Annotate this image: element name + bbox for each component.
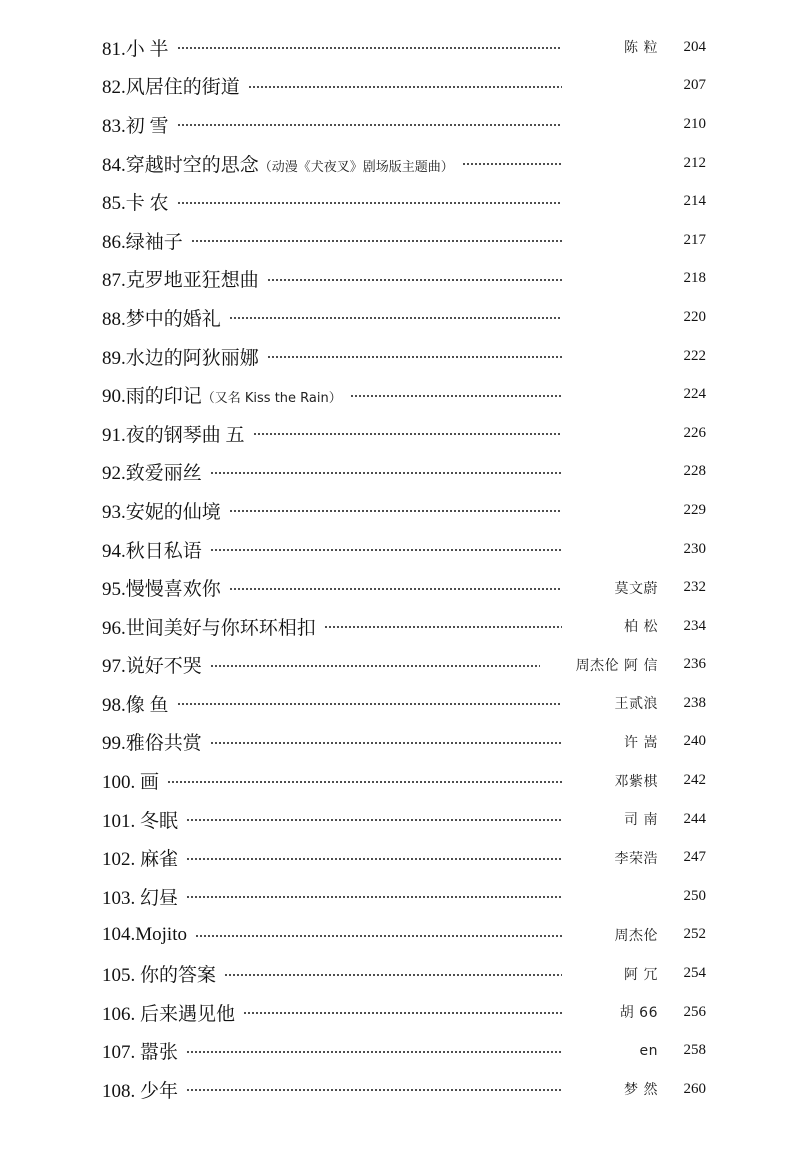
dot-leader <box>186 1051 562 1053</box>
toc-entry-page-number: 214 <box>683 193 706 210</box>
dot-leader <box>210 742 562 744</box>
toc-entry[interactable] <box>102 453 706 492</box>
toc-entry-title-text: 99.雅俗共赏 <box>102 733 202 755</box>
toc-entry-title <box>102 381 350 408</box>
toc-entry-author: 许 嵩 <box>624 734 658 751</box>
toc-entry[interactable] <box>102 877 706 916</box>
dot-leader <box>248 86 562 88</box>
toc-entry[interactable] <box>102 954 706 993</box>
toc-entry[interactable] <box>102 260 706 299</box>
toc-entry-title-text: 87.克罗地亚狂想曲 <box>102 270 259 292</box>
dot-leader <box>167 781 562 783</box>
toc-entry-page-number: 234 <box>683 617 706 634</box>
toc-entry-note: （又名 Kiss the Rain） <box>201 391 342 407</box>
toc-entry[interactable] <box>102 646 706 685</box>
toc-entry-author: en <box>639 1042 658 1059</box>
toc-entry[interactable] <box>102 993 706 1032</box>
dot-leader <box>210 472 562 474</box>
toc-entry-title-text: 84.穿越时空的思念 <box>102 154 259 176</box>
toc-entry-title-text: 85.卡 农 <box>102 193 169 215</box>
dot-leader <box>177 124 562 126</box>
toc-entry[interactable] <box>102 414 706 453</box>
toc-entry-title-text: 91.夜的钢琴曲 五 <box>102 424 245 446</box>
toc-entry-title <box>102 728 210 755</box>
toc-entry-title-text: 105. 你的答案 <box>102 965 217 987</box>
toc-entry[interactable] <box>102 684 706 723</box>
toc-entry[interactable] <box>102 337 706 376</box>
toc-entry-title <box>102 613 324 640</box>
toc-entry-page-number: 212 <box>683 154 706 171</box>
toc-entry-page-number: 236 <box>683 656 706 673</box>
toc-entry-page-number: 244 <box>683 810 706 827</box>
toc-entry-title <box>102 72 248 99</box>
toc-entry-title-text: 94.秋日私语 <box>102 540 202 562</box>
toc-entry-note: （动漫《犬夜叉》剧场版主题曲） <box>258 159 454 175</box>
dot-leader <box>210 549 562 551</box>
toc-entry-page-number: 250 <box>683 887 706 904</box>
toc-entry-author: 陈 粒 <box>624 40 658 57</box>
toc-entry-title <box>102 227 191 254</box>
toc-entry-title <box>102 883 186 910</box>
toc-entry-title-text: 89.水边的阿狄丽娜 <box>102 347 259 369</box>
dot-leader <box>177 202 562 204</box>
toc-entry-title <box>102 844 186 871</box>
toc-entry-title-text: 83.初 雪 <box>102 115 169 137</box>
dot-leader <box>324 626 562 628</box>
dot-leader <box>210 665 540 667</box>
toc-entry-page-number: 204 <box>683 38 706 55</box>
toc-entry-title <box>102 111 177 138</box>
toc-entry-author: 邓紫棋 <box>614 773 658 790</box>
dot-leader <box>224 974 562 976</box>
toc-entry-author: 莫文蔚 <box>614 580 658 597</box>
toc-entry[interactable] <box>102 1031 706 1070</box>
toc-entry-title <box>102 767 167 794</box>
toc-entry-author: 司 南 <box>624 812 658 829</box>
toc-entry-title-text: 96.世间美好与你环环相扣 <box>102 617 316 639</box>
toc-entry-page-number: 240 <box>683 733 706 750</box>
toc-entry[interactable] <box>102 182 706 221</box>
toc-entry[interactable] <box>102 28 706 67</box>
dot-leader <box>229 588 562 590</box>
toc-entry-title-text: 82.风居住的街道 <box>102 77 240 99</box>
dot-leader <box>267 279 562 281</box>
dot-leader <box>186 819 562 821</box>
toc-entry-page-number: 217 <box>683 231 706 248</box>
toc-entry-title <box>102 34 177 61</box>
toc-entry[interactable] <box>102 105 706 144</box>
toc-entry-author: 柏 松 <box>624 619 658 636</box>
toc-entry-page-number: 226 <box>683 424 706 441</box>
toc-entry-title-text: 93.安妮的仙境 <box>102 501 221 523</box>
toc-entry[interactable] <box>102 221 706 260</box>
toc-entry-page-number: 220 <box>683 308 706 325</box>
toc-entry-title-text: 90.雨的印记 <box>102 386 202 408</box>
toc-entry-page-number: 260 <box>683 1080 706 1097</box>
toc-entry-page-number: 254 <box>683 965 706 982</box>
toc-entry-author: 李荣浩 <box>614 850 658 867</box>
toc-entry[interactable] <box>102 568 706 607</box>
table-of-contents <box>102 28 706 1109</box>
dot-leader <box>195 935 562 937</box>
toc-entry-page-number: 258 <box>683 1042 706 1059</box>
toc-entry-page-number: 229 <box>683 501 706 518</box>
toc-entry-title <box>102 304 229 331</box>
toc-entry-title-text: 103. 幻昼 <box>102 887 179 909</box>
toc-entry-title-text: 95.慢慢喜欢你 <box>102 579 221 601</box>
dot-leader <box>186 858 562 860</box>
toc-entry[interactable] <box>102 800 706 839</box>
toc-entry-title-text: 100. 画 <box>102 772 160 794</box>
toc-entry-author: 阿 冗 <box>624 966 658 983</box>
toc-entry-page-number: 242 <box>683 772 706 789</box>
toc-entry[interactable] <box>102 298 706 337</box>
toc-entry-title <box>102 536 210 563</box>
toc-entry-title-text: 108. 少年 <box>102 1080 179 1102</box>
toc-entry-title <box>102 458 210 485</box>
toc-entry-title <box>102 1037 186 1064</box>
toc-entry[interactable] <box>102 67 706 106</box>
dot-leader <box>186 1089 562 1091</box>
toc-entry-title-text: 104.Mojito <box>102 923 187 945</box>
toc-entry-title <box>102 343 267 370</box>
toc-entry-page-number: 218 <box>683 270 706 287</box>
toc-entry-title-text: 102. 麻雀 <box>102 849 179 871</box>
toc-entry-page-number: 252 <box>683 926 706 943</box>
toc-entry-page-number: 210 <box>683 115 706 132</box>
toc-entry[interactable] <box>102 761 706 800</box>
toc-entry[interactable] <box>102 1070 706 1109</box>
toc-entry-title-text: 88.梦中的婚礼 <box>102 308 221 330</box>
toc-entry-title <box>102 806 186 833</box>
toc-entry-title <box>102 960 224 987</box>
toc-entry-title <box>102 999 243 1026</box>
toc-entry-author: 周杰伦 阿 信 <box>575 657 658 674</box>
toc-entry-author: 梦 然 <box>624 1082 658 1099</box>
toc-entry-title <box>102 574 229 601</box>
toc-entry-page-number: 224 <box>683 386 706 403</box>
toc-entry-author: 胡 66 <box>619 1005 658 1022</box>
toc-entry-author: 王贰浪 <box>614 696 658 713</box>
toc-entry[interactable] <box>102 607 706 646</box>
toc-entry-title <box>102 924 195 946</box>
dot-leader <box>462 163 562 165</box>
toc-entry-title-text: 81.小 半 <box>102 38 169 60</box>
dot-leader <box>191 240 562 242</box>
toc-entry[interactable] <box>102 375 706 414</box>
toc-entry-page-number: 222 <box>683 347 706 364</box>
toc-entry-title <box>102 497 229 524</box>
dot-leader <box>177 47 562 49</box>
toc-entry[interactable] <box>102 491 706 530</box>
toc-entry-page-number: 228 <box>683 463 706 480</box>
toc-entry-page-number: 207 <box>683 77 706 94</box>
toc-entry-title-text: 107. 嚣张 <box>102 1042 179 1064</box>
toc-entry-page-number: 247 <box>683 849 706 866</box>
toc-entry-title <box>102 651 210 678</box>
toc-entry-title <box>102 420 253 447</box>
toc-entry[interactable] <box>102 144 706 183</box>
dot-leader <box>177 703 562 705</box>
toc-entry-title-text: 92.致爱丽丝 <box>102 463 202 485</box>
toc-entry-author: 周杰伦 <box>614 927 658 944</box>
toc-entry-page-number: 230 <box>683 540 706 557</box>
dot-leader <box>243 1012 562 1014</box>
toc-entry-title-text: 106. 后来遇见他 <box>102 1003 236 1025</box>
dot-leader <box>186 896 562 898</box>
dot-leader <box>350 395 562 397</box>
dot-leader <box>229 510 562 512</box>
toc-entry[interactable] <box>102 916 706 955</box>
toc-entry-title-text: 98.像 鱼 <box>102 694 169 716</box>
dot-leader <box>253 433 562 435</box>
toc-entry-title <box>102 1076 186 1103</box>
toc-entry-title <box>102 150 462 177</box>
dot-leader <box>267 356 562 358</box>
toc-entry-page-number: 232 <box>683 579 706 596</box>
toc-entry-title <box>102 265 267 292</box>
toc-entry-page-number: 238 <box>683 694 706 711</box>
toc-entry-title-text: 86.绿袖子 <box>102 231 183 253</box>
dot-leader <box>229 317 562 319</box>
toc-entry-page-number: 256 <box>683 1003 706 1020</box>
toc-entry-title-text: 101. 冬眠 <box>102 810 179 832</box>
toc-entry-title <box>102 690 177 717</box>
toc-entry[interactable] <box>102 530 706 569</box>
toc-entry[interactable] <box>102 723 706 762</box>
toc-entry-title <box>102 188 177 215</box>
toc-entry[interactable] <box>102 838 706 877</box>
toc-entry-title-text: 97.说好不哭 <box>102 656 202 678</box>
